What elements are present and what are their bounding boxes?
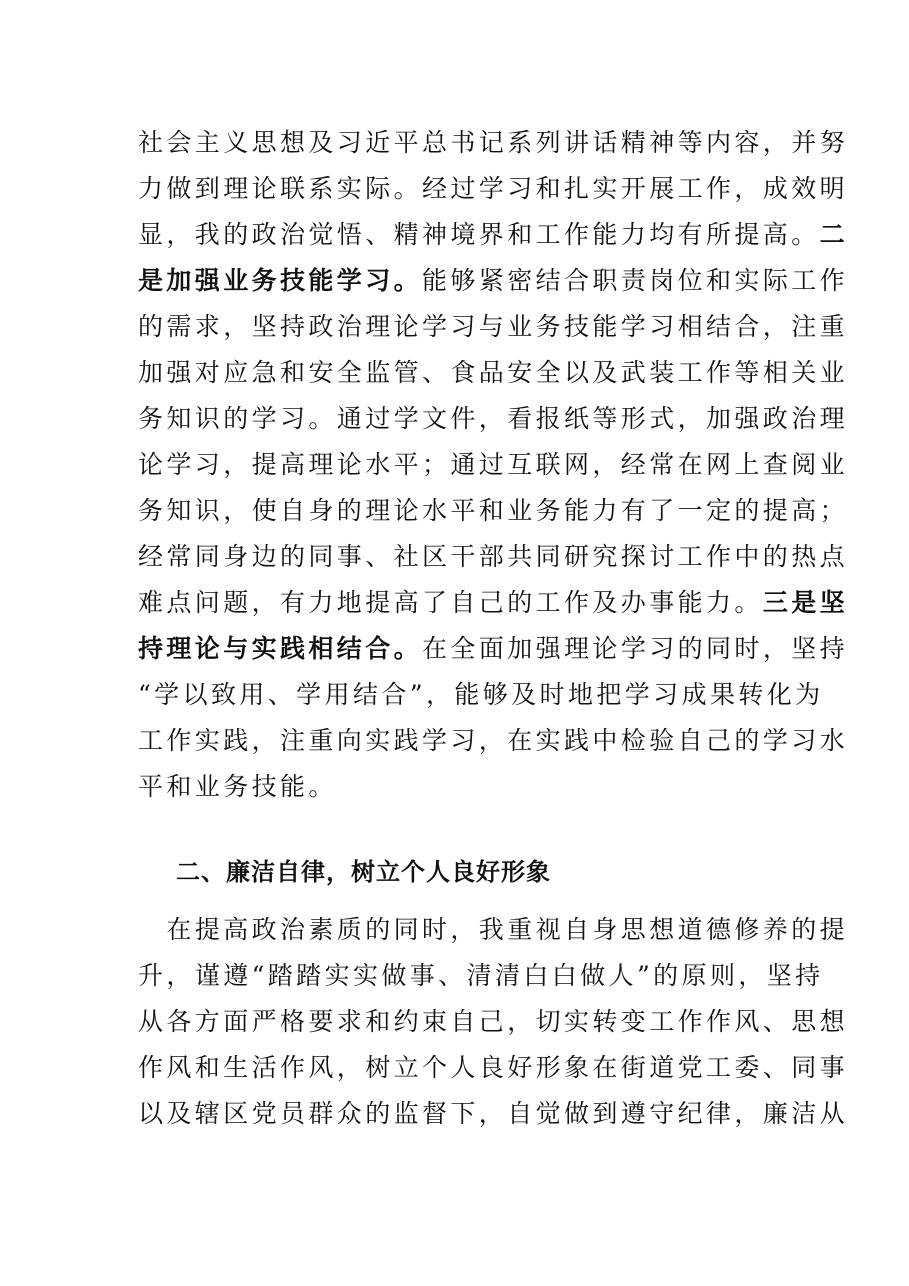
bold-lead-in: 二 [819,220,849,249]
text-line: 难点问题，有力地提高了自己的工作及办事能力。三是坚 [138,588,849,617]
section-heading: 二、廉洁自律，树立个人良好形象 [176,858,551,886]
text-line: 力做到理论联系实际。经过学习和扎实开展工作，成效明 [138,174,849,203]
text-line: 加强对应急和安全监管、食品安全以及武装工作等相关业 [138,358,849,387]
text-line: 在提高政治素质的同时，我重视自身思想道德修养的提 [138,915,849,944]
text-line: 务知识，使自身的理论水平和业务能力有了一定的提高； [138,496,849,525]
text-line: 社会主义思想及习近平总书记系列讲话精神等内容，并努 [138,128,849,157]
text-line: 平和业务技能。 [138,772,337,801]
text-line: 是加强业务技能学习。能够紧密结合职责岗位和实际工作 [138,266,849,295]
bold-lead-in: 持理论与实践相结合。 [138,634,423,663]
text-line: “学以致用、学用结合”，能够及时地把学习成果转化为 [138,680,824,709]
text-line: 以及辖区党员群众的监督下，自觉做到遵守纪律，廉洁从 [138,1099,849,1128]
text-line: 工作实践，注重向实践学习，在实践中检验自己的学习水 [138,726,849,755]
bold-lead-in: 三是坚 [762,588,849,617]
text-line: 的需求，坚持政治理论学习与业务技能学习相结合，注重 [138,312,849,341]
bold-lead-in: 是加强业务技能学习。 [138,266,423,295]
text-line: 论学习，提高理论水平；通过互联网，经常在网上查阅业 [138,450,849,479]
text-line: 显，我的政治觉悟、精神境界和工作能力均有所提高。二 [138,220,849,249]
text-line: 从各方面严格要求和约束自己，切实转变工作作风、思想 [138,1007,849,1036]
text-line: 经常同身边的同事、社区干部共同研究探讨工作中的热点 [138,542,849,571]
paragraph-integrity [138,907,849,1137]
text-line: 升，谨遵“踏踏实实做事、清清白白做人”的原则，坚持 [138,961,824,990]
text-line: 持理论与实践相结合。在全面加强理论学习的同时，坚持 [138,634,849,663]
paragraph-study [138,120,849,810]
text-line: 作风和生活作风，树立个人良好形象在街道党工委、同事 [138,1053,849,1082]
text-line: 务知识的学习。通过学文件，看报纸等形式，加强政治理 [138,404,849,433]
